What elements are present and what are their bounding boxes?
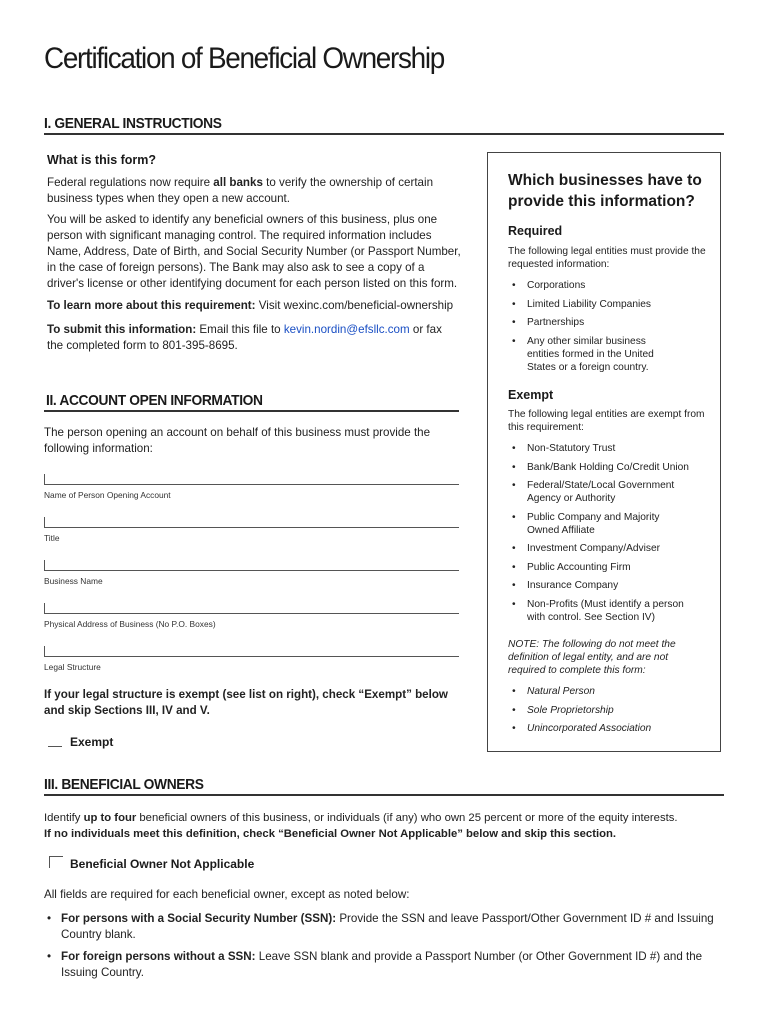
title-field[interactable]	[44, 527, 459, 528]
list-item: • Non-Statutory Trust	[508, 442, 708, 455]
section-1-heading: I. GENERAL INSTRUCTIONS	[44, 115, 222, 132]
required-text: The following legal entities must provide the requested information:	[508, 246, 706, 270]
list-item: • Federal/State/Local Government Agency or Authority	[508, 479, 698, 505]
list-item: • Natural Person	[508, 685, 708, 698]
s3-p1-pre: Identify	[44, 812, 84, 824]
list-item: • Public Company and Majority Owned Affiliate	[508, 511, 678, 537]
list-item: • Unincorporated Association	[508, 722, 708, 735]
learn-more-text: Visit wexinc.com/beneficial-ownership	[255, 299, 454, 312]
rule-2-bold: For foreign persons without a SSN:	[61, 950, 256, 963]
name-of-person-field[interactable]	[44, 484, 459, 485]
not-applicable-label: Beneficial Owner Not Applicable	[70, 857, 255, 871]
submit-info-line	[47, 322, 457, 354]
what-is-this-form-heading: What is this form?	[47, 153, 157, 167]
section-3-paragraph-1	[44, 810, 734, 826]
note-list	[508, 685, 708, 741]
required-list	[508, 279, 708, 379]
page-title: Certification of Beneficial Ownership	[44, 42, 444, 75]
exempt-list	[508, 442, 708, 629]
business-name-field[interactable]	[44, 570, 459, 571]
exempt-text: The following legal entities are exempt from this requirement:	[508, 409, 705, 433]
rule-1-bold: For persons with a Social Security Number (SSN):	[61, 912, 337, 925]
list-item	[44, 911, 724, 943]
learn-more-bold: To learn more about this requirement:	[47, 299, 256, 312]
submit-text-2: or fax the completed form to 801-395-8695.	[47, 323, 442, 352]
section-3-paragraph-2: If no individuals meet this definition, check “Beneficial Owner Not Applicable” below and skip this section.	[44, 828, 617, 840]
submit-bold: To submit this information:	[47, 323, 197, 336]
list-item: • Non-Profits (Must identify a person with control. See Section IV)	[508, 598, 703, 624]
rule-1-text: Provide the SSN and leave Passport/Other Government ID # and Issuing Country blank.	[61, 912, 714, 941]
p1-post: to verify the ownership of certain business types when they open a new account.	[47, 176, 434, 205]
section-2-rule	[44, 410, 459, 412]
legal-structure-field[interactable]	[44, 656, 459, 657]
list-item: • Investment Company/Adviser	[508, 542, 708, 555]
physical-address-field[interactable]	[44, 613, 459, 614]
fields-note: All fields are required for each beneficial owner, except as noted below:	[44, 888, 410, 901]
list-item: • Sole Proprietorship	[508, 704, 708, 717]
physical-address-label: Physical Address of Business (No P.O. Boxes)	[44, 619, 216, 629]
required-heading: Required	[508, 224, 563, 238]
learn-more-line	[47, 298, 467, 314]
note-text: NOTE: The following do not meet the definition of legal entity, and are not required to complete this form:	[508, 639, 676, 676]
list-item: • Bank/Bank Holding Co/Credit Union	[508, 461, 708, 474]
list-item	[44, 949, 724, 981]
p1-pre: Federal regulations now require	[47, 176, 214, 189]
section-1-paragraph-1	[47, 175, 452, 207]
legal-structure-label: Legal Structure	[44, 662, 101, 672]
owner-rules-list	[44, 911, 724, 987]
not-applicable-checkbox[interactable]	[49, 856, 63, 868]
list-item: • Partnerships	[508, 316, 708, 329]
s3-p1-post: beneficial owners of this business, or individuals (if any) who own 25 percent or more of the equity interests.	[136, 812, 678, 824]
section-2-heading: II. ACCOUNT OPEN INFORMATION	[46, 392, 263, 409]
submit-text-1: Email this file to	[196, 323, 284, 336]
p1-bold: all banks	[213, 176, 263, 189]
section-2-intro: The person opening an account on behalf of this business must provide the following information:	[44, 426, 431, 455]
exempt-label: Exempt	[70, 735, 114, 749]
business-name-label: Business Name	[44, 576, 103, 586]
submit-email-link[interactable]: kevin.nordin@efsllc.com	[283, 323, 410, 336]
exempt-heading: Exempt	[508, 388, 554, 402]
section-3-rule	[44, 794, 724, 796]
list-item: • Corporations	[508, 279, 708, 292]
section-1-paragraph-2: You will be asked to identify any beneficial owners of this business, plus one person with significant managing control. The required information includes Name, Address, Date of Birth, and Social Security Number (or Passport Number, in the case of foreign persons). The Bank may also ask to see a copy of a driver's license or other identifying document for each person listed on this form.	[47, 213, 461, 290]
exempt-checkbox[interactable]	[48, 746, 62, 747]
s3-p1-bold: up to four	[83, 812, 137, 824]
section-3-heading: III. BENEFICIAL OWNERS	[44, 776, 204, 793]
sidebar-title: Which businesses have to provide this information?	[508, 172, 702, 210]
list-item: • Any other similar business entities formed in the United States or a foreign country.	[508, 335, 678, 374]
rule-2-text: Leave SSN blank and provide a Passport Number (or Other Government ID #) and the Issuing Country.	[61, 950, 703, 979]
title-label: Title	[44, 533, 60, 543]
list-item: • Limited Liability Companies	[508, 298, 708, 311]
name-of-person-label: Name of Person Opening Account	[44, 490, 171, 500]
list-item: • Insurance Company	[508, 579, 708, 592]
list-item: • Public Accounting Firm	[508, 561, 708, 574]
section-1-rule	[44, 133, 724, 135]
which-businesses-box	[487, 152, 721, 752]
exempt-instruction: If your legal structure is exempt (see list on right), check “Exempt” below and skip Sections III, IV and V.	[44, 688, 448, 717]
